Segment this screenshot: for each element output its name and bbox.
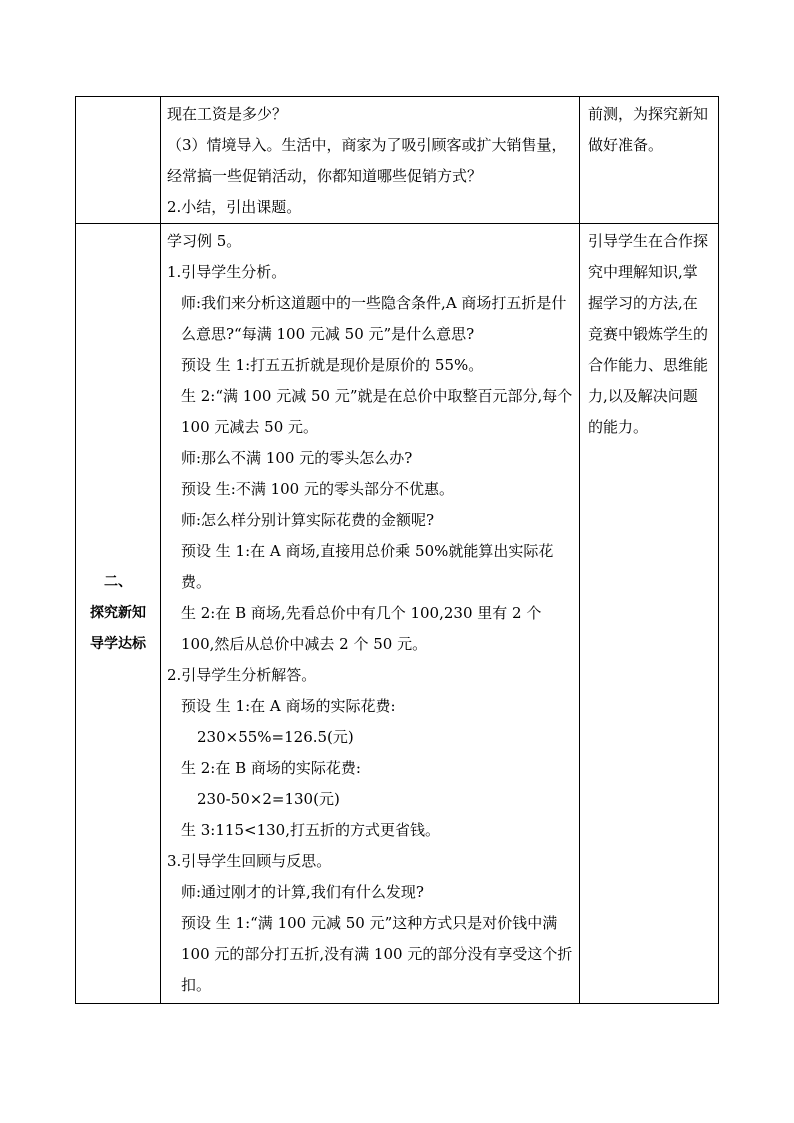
content-cell — [161, 224, 580, 1004]
content-line: 预设 生 1:打五五折就是现价是原价的 55%。 — [181, 356, 484, 374]
content-line: 预设 生 1:“满 100 元减 50 元”这种方式只是对价钱中满 100 元的部分打五折,没有满 100 元的部分没有享受这个折扣。 — [181, 914, 573, 994]
content-line: 生 2:“满 100 元减 50 元”就是在总价中取整百元部分,每个 100 元减去 50 元。 — [181, 387, 573, 436]
content-line: 预设 生 1:在 A 商场,直接用总价乘 50%就能算出实际花费。 — [181, 542, 554, 591]
stage-cell-empty — [76, 97, 161, 224]
content-line: 师:我们来分析这道题中的一些隐含条件,A 商场打五折是什么意思?“每满 100 元减 50 元”是什么意思? — [181, 294, 567, 343]
stage-cell — [76, 224, 161, 1004]
note-cell — [580, 224, 719, 1004]
content-line: 预设 生 1:在 A 商场的实际花费: — [181, 697, 396, 715]
design-note: 前测，为探究新知做好准备。 — [588, 105, 709, 154]
content-line: 现在工资是多少？ — [167, 105, 288, 123]
content-line: 2.引导学生分析解答。 — [167, 666, 317, 684]
content-line: 生 2:在 B 商场的实际花费: — [181, 759, 361, 777]
note-cell — [580, 97, 719, 224]
stage-title-line-2: 导学达标 — [90, 636, 146, 652]
design-note: 引导学生在合作探究中理解知识,掌握学习的方法,在竞赛中锻炼学生的合作能力、思维能力,以及解决问题的能力。 — [588, 232, 709, 436]
content-line: 1.引导学生分析。 — [167, 263, 287, 281]
content-line: 2.小结，引出课题。 — [167, 198, 302, 216]
content-line: 师:通过刚才的计算,我们有什么发现? — [181, 883, 424, 901]
lesson-plan-table — [75, 96, 719, 1004]
content-formula: 230-50×2=130(元) — [197, 790, 340, 808]
content-line: 3.引导学生回顾与反思。 — [167, 852, 332, 870]
content-line: 学习例 5。 — [167, 232, 242, 250]
content-line: 生 3:115<130,打五折的方式更省钱。 — [181, 821, 440, 839]
stage-number: 二、 — [104, 574, 132, 590]
content-cell — [161, 97, 580, 224]
table-row-explore — [76, 224, 719, 1004]
content-line: 师:怎么样分别计算实际花费的金额呢? — [181, 511, 435, 529]
content-line: 生 2:在 B 商场,先看总价中有几个 100,230 里有 2 个 100,然后从总价中减去 2 个 50 元。 — [181, 604, 542, 653]
content-line: （3）情境导入。生活中，商家为了吸引顾客或扩大销售量，经常搞一些促销活动，你都知道哪些促销方式？ — [167, 136, 567, 185]
content-line: 师:那么不满 100 元的零头怎么办? — [181, 449, 413, 467]
table-row-intro — [76, 97, 719, 224]
stage-title-line-1: 探究新知 — [90, 605, 146, 621]
content-formula: 230×55%=126.5(元) — [197, 728, 354, 746]
content-line: 预设 生:不满 100 元的零头部分不优惠。 — [181, 480, 454, 498]
